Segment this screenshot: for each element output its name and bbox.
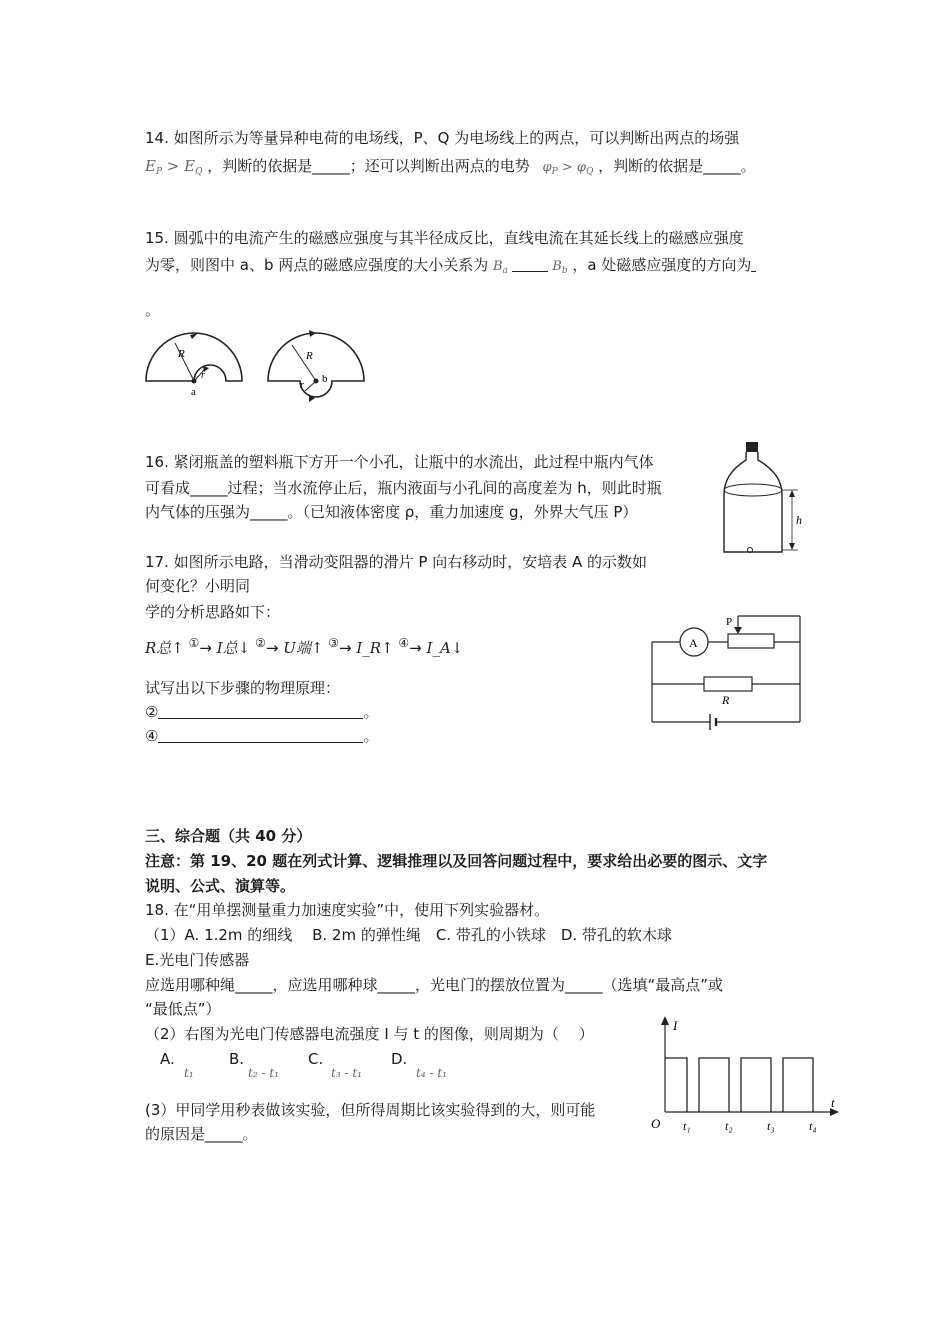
q14-math-e: $E_P > E_Q$ <box>145 157 203 177</box>
q18-option-a-value: t₁ <box>184 1066 194 1080</box>
q18-option-b-value: t₂ - t₁ <box>248 1066 279 1080</box>
q14-mid: ，判断的依据是_____；还可以判断出两点的电势 <box>207 157 530 175</box>
q17-blank2-end: 。 <box>363 703 379 721</box>
q18-line6: （2）右图为光电门传感器电流强度 I 与 t 的图像，则周期为（ ） <box>145 1025 594 1043</box>
section3-note-line2: 说明、公式、演算等。 <box>145 877 296 895</box>
q17-blank4-label: ④ <box>145 727 159 745</box>
q17-line1: 17. 如图所示电路，当滑动变阻器的滑片 P 向右移动时，安培表 A 的示数如 <box>145 553 648 571</box>
q18-line1: 18. 在“用单摆测量重力加速度实验”中，使用下列实验器材。 <box>145 901 550 919</box>
q18-it-graph <box>645 1012 845 1141</box>
q14-end: ，判断的依据是_____。 <box>598 157 756 175</box>
q17-chain-step0: R总↑ <box>145 639 184 657</box>
q17-chain-step6: I_R↑ <box>356 639 394 657</box>
q15-figure <box>140 325 380 419</box>
q17-blank4-end: 。 <box>363 727 379 745</box>
q17-chain-step3: ② <box>255 636 266 650</box>
q18-option-c-label: C. <box>308 1050 324 1068</box>
q16-line3: 内气体的压强为_____。（已知液体密度 ρ，重力加速度 g，外界大气压 P） <box>145 503 638 521</box>
q17-label-A: A <box>689 636 698 650</box>
q18-option-b-label: B. <box>229 1050 245 1068</box>
q15-label-r-right: r <box>300 380 304 391</box>
q16-bottle-figure <box>712 438 812 562</box>
q18-option-a <box>160 1049 175 1069</box>
q17-prompt: 试写出以下步骤的物理原理： <box>145 679 341 697</box>
q18-tick-t1: t₁ <box>683 1119 691 1133</box>
q18-option-d-value: t₄ - t₁ <box>416 1066 447 1080</box>
q15-line3: 。 <box>145 301 161 319</box>
q17-blank2-label: ② <box>145 703 159 721</box>
q17-label-R: R <box>722 693 730 707</box>
q18-origin: O <box>651 1116 661 1131</box>
q17-chain-step7: ④ <box>398 636 410 650</box>
q16-line2: 可看成_____过程；当水流停止后，瓶内液面与小孔间的高度差为 h，则此时瓶 <box>145 479 662 497</box>
q18-axis-I: I <box>673 1018 678 1033</box>
q14-math-phi: $\varphi_P > \varphi_Q$ <box>542 160 594 177</box>
q14-line1: 14. 如图所示为等量异种电荷的电场线，P、Q 为电场线上的两点，可以判断出两点的场强 <box>145 129 740 147</box>
q17-chain-step4: U端↑ <box>283 639 324 657</box>
q18-tick-t2: t₂ <box>725 1119 733 1133</box>
q18-tick-t4: t₄ <box>809 1119 817 1133</box>
q15-line2a: 为零，则图中 a、b 两点的磁感应强度的大小关系为 <box>145 256 489 274</box>
q15-label-a: a <box>191 386 196 398</box>
q17-chain-step5: ③ <box>328 636 339 650</box>
section3-note-line1: 注意：第 19、20 题在列式计算、逻辑推理以及回答问题过程中，要求给出必要的图示、文字 <box>145 852 768 870</box>
q18-line8: 的原因是_____。 <box>145 1125 258 1143</box>
q18-option-d-label: D. <box>391 1050 408 1068</box>
q17-chain-step1: ① <box>188 636 200 650</box>
q18-option-d <box>391 1049 407 1069</box>
q17-chain: R总↑ ①→ I总↓ ②→ U端↑ ③→ I_R↑ ④→ I_A↓ <box>145 636 464 657</box>
q17-blank2 <box>145 702 378 722</box>
q14-line2 <box>145 156 756 182</box>
q17-chain-step2: I总↓ <box>216 639 251 657</box>
q15-line2 <box>145 255 756 281</box>
q18-option-c <box>308 1049 323 1069</box>
q15-label-r-left: r <box>201 370 205 381</box>
q18-axis-t: t <box>831 1095 835 1110</box>
q17-line2: 何变化？小明同 <box>145 577 251 595</box>
q16-line1: 16. 紧闭瓶盖的塑料瓶下方开一个小孔，让瓶中的水流出，此过程中瓶内气体 <box>145 453 654 471</box>
q17-line3: 学的分析思路如下： <box>145 603 281 621</box>
q17-blank2-line <box>158 704 363 719</box>
q17-blank4-line <box>158 728 363 743</box>
q15-math: $B_a$ $B_b$ <box>493 259 568 276</box>
q15-label-R-right: R <box>306 350 313 362</box>
q18-line7: (3）甲同学用秒表做该实验，但所得周期比该实验得到的大，则可能 <box>145 1101 596 1119</box>
q15-label-b: b <box>322 373 328 385</box>
q17-label-P: P <box>726 616 733 628</box>
q18-line5: “最低点”） <box>145 1000 221 1018</box>
q17-blank4 <box>145 726 378 746</box>
q18-option-c-value: t₃ - t₁ <box>331 1066 362 1080</box>
q17-chain-step8: I_A↓ <box>426 639 464 657</box>
q18-line4: 应选用哪种绳_____，应选用哪种球_____，光电门的摆放位置为_____（选填“最高点”或 <box>145 976 724 994</box>
q18-option-a-label: A. <box>160 1050 175 1068</box>
q18-option-b <box>229 1049 244 1069</box>
q18-tick-t3: t₃ <box>767 1119 775 1133</box>
q18-line2: （1）A. 1.2m 的细线 B. 2m 的弹性绳 C. 带孔的小铁球 D. 带孔的软木球 <box>145 926 672 944</box>
q18-line3: E.光电门传感器 <box>145 951 250 969</box>
q15-label-R-left: R <box>178 348 185 360</box>
section3-title: 三、综合题（共 40 分） <box>145 827 312 845</box>
q16-label-h: h <box>796 513 802 527</box>
q15-line2b: ，a 处磁感应强度的方向为 <box>572 256 752 274</box>
q15-line1: 15. 圆弧中的电流产生的磁感应强度与其半径成反比，直线电流在其延长线上的磁感应强度 <box>145 229 744 247</box>
q17-circuit-figure <box>648 612 808 734</box>
